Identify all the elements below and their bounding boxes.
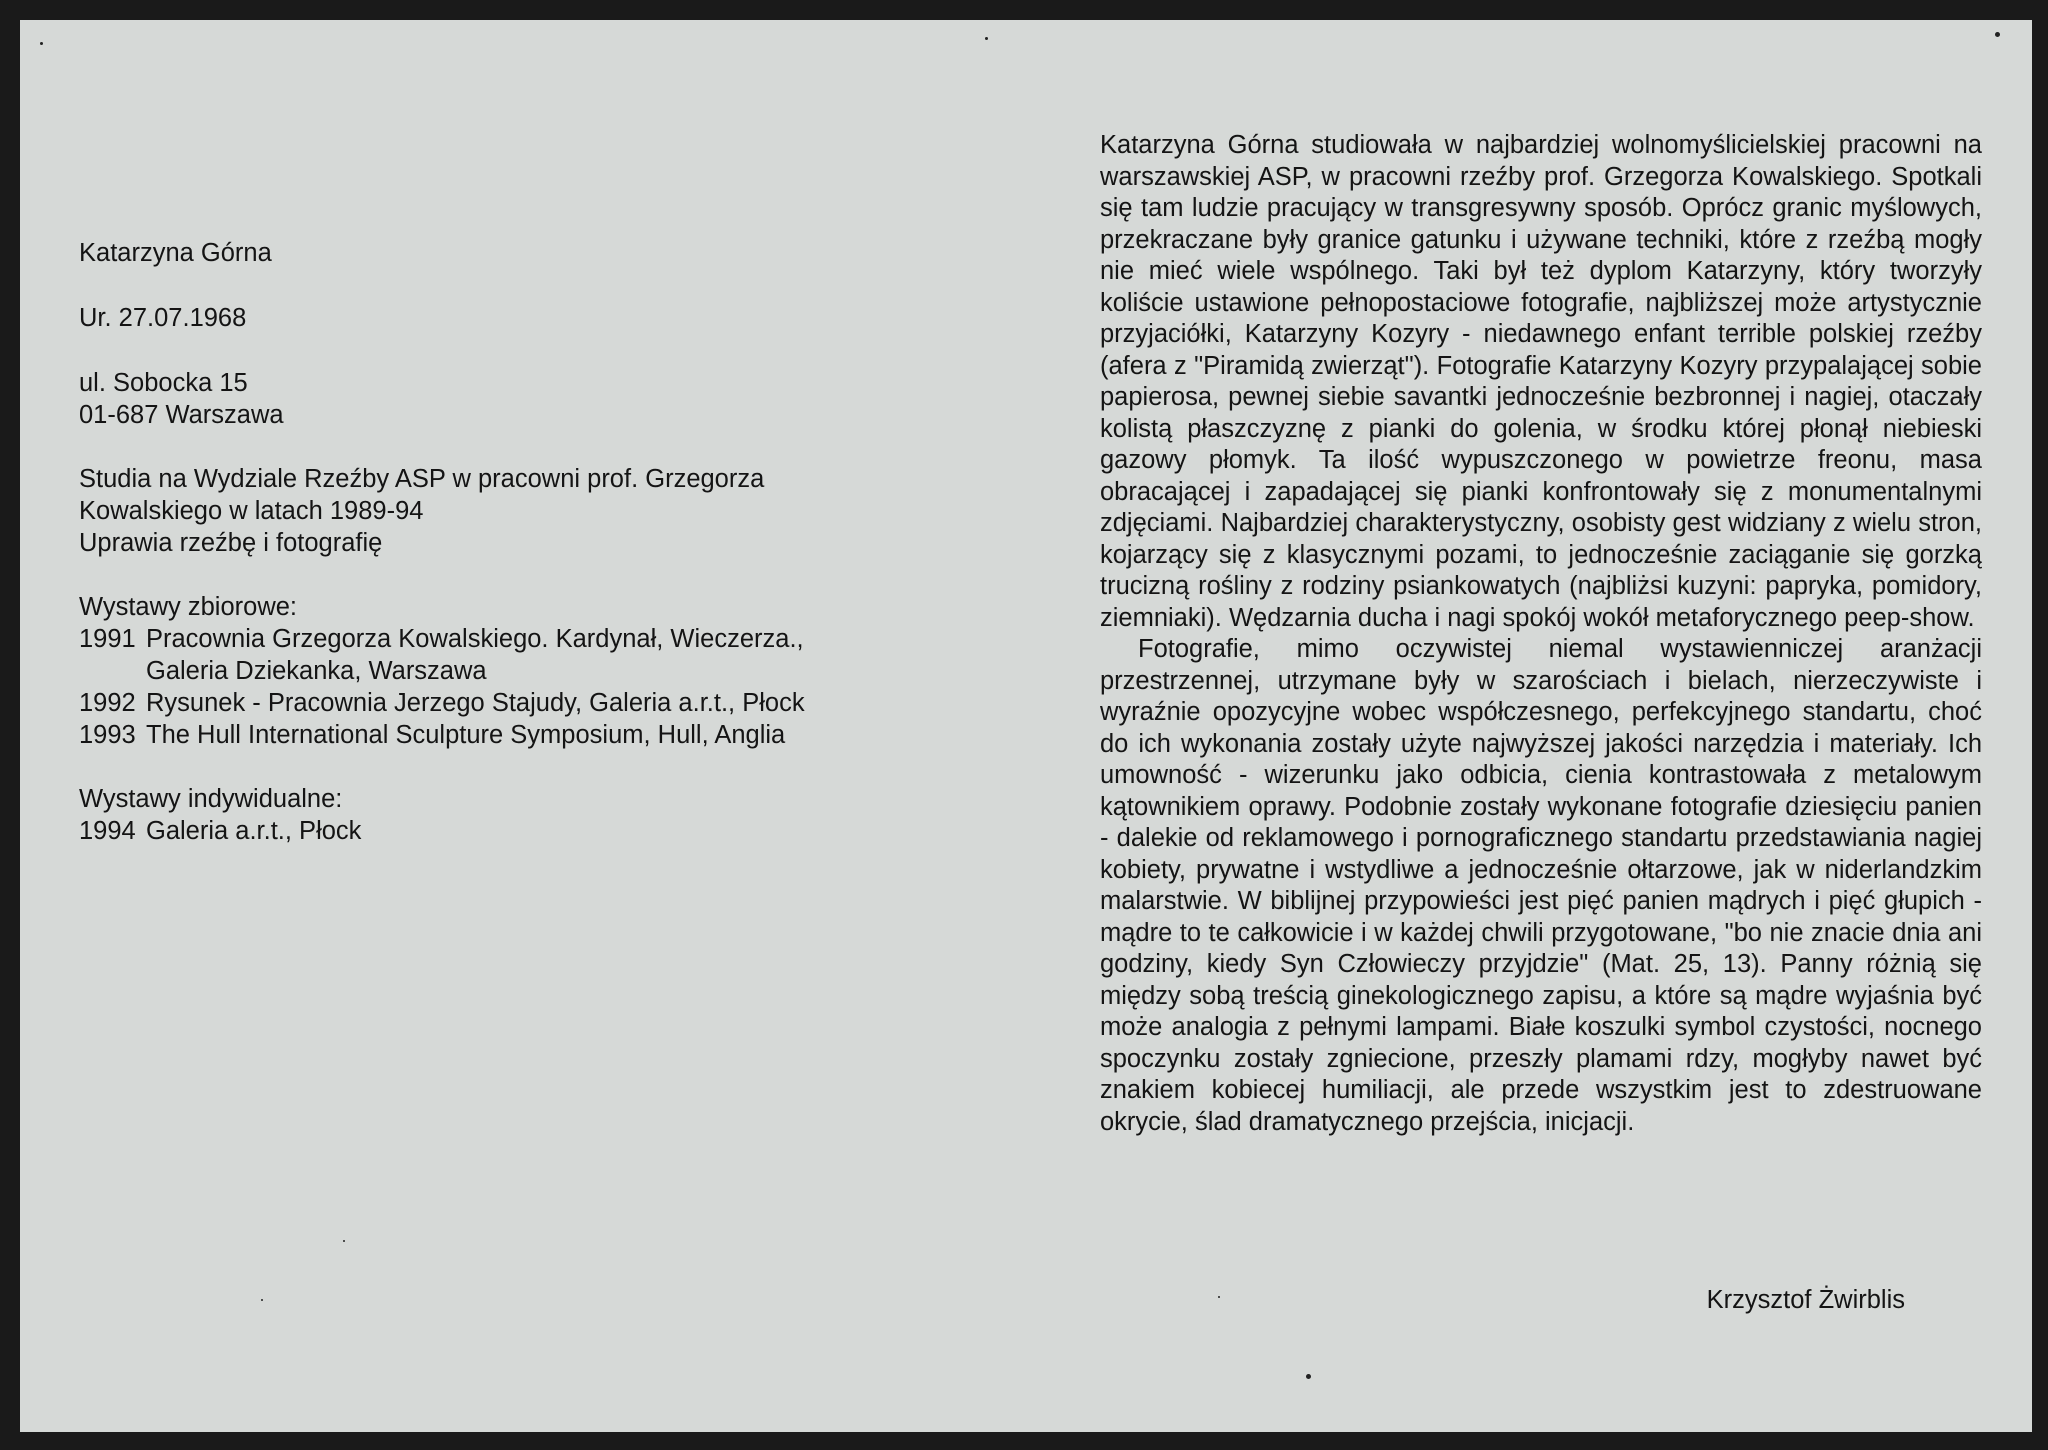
scan-speck	[40, 42, 43, 45]
exhibition-year: 1991	[79, 625, 136, 653]
solo-exhibitions-heading: Wystawy indywidualne:	[79, 785, 343, 813]
scan-speck	[985, 37, 988, 40]
exhibition-entry	[79, 719, 899, 751]
group-exhibitions-heading: Wystawy zbiorowe:	[79, 593, 297, 621]
essay-paragraph: Katarzyna Górna studiowała w najbardziej wolnomyślicielskiej pracowni na warszawskiej ASP, w pracowni rzeźby prof. Grzegorza Kowalskiego. Spotkali się tam ludzie pracujący w transgresywny sposób. Oprócz granic myślowych, przekraczane były granice gatunku i używane techniki, które z rzeźbą mogły nie mieć wiele wspólnego. Taki był też dyplom Katarzyny, który tworzyły koliście ustawione pełnopostaciowe fotografie, najbliższej może artystycznie przyjaciółki, Katarzyny Kozyry - niedawnego enfant terrible polskiej rzeźby (afera z "Piramidą zwierząt"). Fotografie Katarzyny Kozyry przypalającej sobie papierosa, pewnej siebie savantki jednocześnie bezbronnej i nagiej, otaczały kolistą płaszczyznę z pianki do golenia, w środku której płonął niebieski gazowy płomyk. Ta ilość wypuszczonego w powietrze freonu, masa obracającej i zapadającej się pianki konfrontowały się z monumentalnymi zdjęciami. Najbardziej charakterystyczny, osobisty gest widziany z wielu stron, kojarzący się z klasycznymi pozami, to jednocześnie zaciąganie się gorzką trucizną rośliny z rodziny psiankowatych (najbliżsi kuzyni: papryka, pomidory, ziemniaki). Wędzarnia ducha i nagi spokój wokół metaforycznego peep-show.	[1100, 131, 1982, 632]
exhibition-title: Pracownia Grzegorza Kowalskiego. Kardynał, Wieczerza., Galeria Dziekanka, Warszawa	[146, 625, 804, 685]
studies-line: Uprawia rzeźbę i fotografię	[79, 529, 383, 557]
studies-line: Studia na Wydziale Rzeźby ASP w pracowni prof. Grzegorza	[79, 465, 765, 493]
essay	[1100, 130, 1982, 1138]
artist-bio	[79, 237, 899, 847]
birth-date: Ur. 27.07.1968	[79, 304, 247, 332]
exhibition-year: 1992	[79, 689, 136, 717]
scan-speck	[261, 1299, 263, 1301]
address-city: 01-687 Warszawa	[79, 401, 284, 429]
exhibition-year: 1993	[79, 721, 136, 749]
essay-signature: Krzysztof Żwirblis	[1706, 1286, 1905, 1314]
exhibition-title: Rysunek - Pracownia Jerzego Stajudy, Galeria a.r.t., Płock	[146, 689, 805, 717]
exhibition-entry	[79, 623, 899, 687]
studies-line: Kowalskiego w latach 1989-94	[79, 497, 424, 525]
exhibition-entry	[79, 815, 899, 847]
scan-speck	[1995, 32, 2000, 37]
exhibition-year: 1994	[79, 817, 136, 845]
essay-paragraph: Fotografie, mimo oczywistej niemal wystawienniczej aranżacji przestrzennej, utrzymane były w szarościach i bielach, nierzeczywiste i wyraźnie opozycyjne wobec współczesnego, perfekcyjnego standartu, choć do ich wykonania zostały użyte najwyższej jakości narzędzia i materiały. Ich umowność - wizerunku jako odbicia, cienia kontrastowała z metalowym kątownikiem oprawy. Podobnie zostały wykonane fotografie dziesięciu panien - dalekie od reklamowego i pornograficznego standartu przedstawiania nagiej kobiety, prywatne i wstydliwe a jednocześnie ołtarzowe, jak w niderlandzkim malarstwie. W biblijnej przypowieści jest pięć panien mądrych i pięć głupich - mądre to te całkowicie i w każdej chwili przygotowane, "bo nie znacie dnia ani godziny, kiedy Syn Człowieczy przyjdzie" (Mat. 25, 13). Panny różnią się między sobą treścią ginekologicznego zapisu, a które są mądre wyjaśnia być może analogia z pełnymi lampami. Białe koszulki symbol czystości, nocnego spoczynku zostały zgniecione, przeszły plamami rdzy, mogłyby nawet być znakiem kobiecej humiliacji, ale przede wszystkim jest to zdestruowane okrycie, ślad dramatycznego przejścia, inicjacji.	[1100, 635, 1982, 1136]
document-sheet	[20, 20, 2032, 1432]
address-street: ul. Sobocka 15	[79, 369, 248, 397]
scan-speck	[1306, 1374, 1311, 1379]
exhibition-title: The Hull International Sculpture Symposium, Hull, Anglia	[146, 721, 786, 749]
artist-name: Katarzyna Górna	[79, 239, 272, 267]
scan-speck	[1218, 1296, 1220, 1298]
scan-speck	[343, 1240, 345, 1242]
exhibition-entry	[79, 687, 899, 719]
exhibition-title: Galeria a.r.t., Płock	[146, 817, 362, 845]
